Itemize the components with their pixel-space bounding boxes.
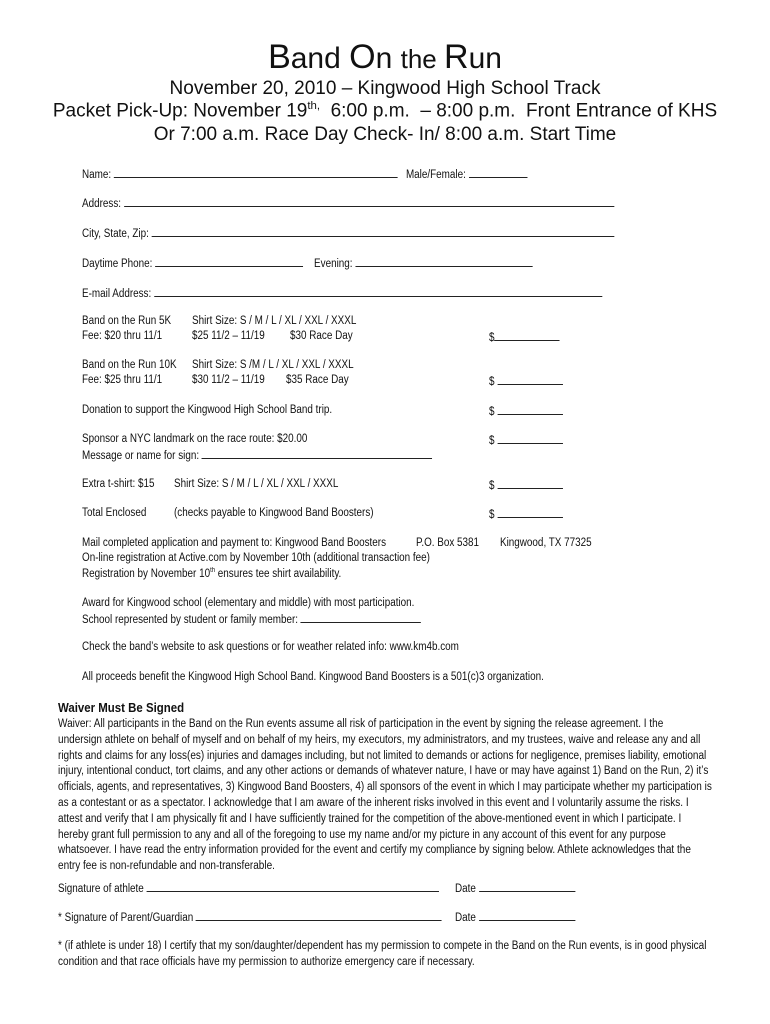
mail-line: Mail completed application and payment to: Kingwood Band Boosters [82, 537, 387, 549]
race-5k-amount: $ [489, 330, 560, 344]
athlete-signature-row: Signature of athlete [58, 881, 439, 895]
total-amount: $ [489, 507, 563, 521]
city-input[interactable] [152, 226, 615, 237]
extra-shirt-sizes: Shirt Size: S / M / L / XL / XXL / XXXL [174, 478, 339, 490]
athlete-signature-input[interactable] [147, 881, 439, 892]
address-field-row: Address: [82, 196, 614, 210]
athlete-date-input[interactable] [479, 881, 575, 892]
phone-field-row: Daytime Phone: Evening: [82, 256, 532, 270]
evening-phone-input[interactable] [355, 256, 532, 267]
waiver-line: whatsoever. I have read the entry information provided for the event and certify my compliance by signing below. Athlete acknowledges that the [58, 844, 691, 857]
sponsor-amount: $ [489, 433, 563, 447]
race-10k-shirt-sizes: Shirt Size: S /M / L / XL / XXL / XXXL [192, 359, 354, 371]
race-10k-fee-raceday: $35 Race Day [286, 374, 349, 386]
race-10k-amount-input[interactable] [497, 374, 562, 385]
parent-signature-input[interactable] [196, 910, 442, 921]
waiver-line: officials, agents, and representatives, 3) Kingwood Band Boosters, 4) all sponsors of the event in which I may participate whether my participation is [58, 781, 712, 794]
sponsor-text: Sponsor a NYC landmark on the race route: $20.00 [82, 433, 308, 445]
race-5k-fee-raceday: $30 Race Day [290, 330, 353, 342]
donation-amount: $ [489, 404, 563, 418]
race-10k-amount: $ [489, 374, 563, 388]
race-5k-shirt-sizes: Shirt Size: S / M / L / XL / XXL / XXXL [192, 315, 357, 327]
email-field-row: E-mail Address: [82, 286, 602, 300]
race-10k-fee-late: $30 11/2 – 11/19 [192, 374, 265, 386]
parent-date-input[interactable] [479, 910, 575, 921]
daytime-phone-input[interactable] [155, 256, 303, 267]
footnote-line-2: condition and that race officials have my permission to authorize emergency care if necessary. [58, 956, 475, 968]
school-input[interactable] [301, 612, 421, 623]
waiver-line: as a contestant or as a spectator. I acknowledge that I am aware of the inherent risks involved in this event and I voluntarily assume the risks. I [58, 797, 689, 809]
total-label: Total Enclosed [82, 507, 147, 519]
donation-amount-input[interactable] [497, 404, 562, 415]
waiver-line: attest and verify that I am physically fit and I have sufficiently trained for the competition of the above-mentioned event in which I participate. I [58, 812, 682, 825]
donation-text: Donation to support the Kingwood High School Band trip. [82, 404, 333, 416]
name-field-row: Name: Male/Female: [82, 167, 527, 181]
extra-shirt-text: Extra t-shirt: $15 [82, 478, 155, 490]
race-day-line: Or 7:00 a.m. Race Day Check- In/ 8:00 a.m. Start Time [153, 124, 617, 145]
total-amount-input[interactable] [497, 507, 562, 518]
sponsor-message-input[interactable] [202, 448, 432, 459]
parent-signature-row: * Signature of Parent/Guardian [58, 910, 442, 924]
waiver-line: entry fee is non-refundable and non-transferable. [58, 860, 275, 873]
race-5k-label: Band on the Run 5K [82, 315, 172, 327]
race-5k-fee-late: $25 11/2 – 11/19 [192, 330, 265, 342]
total-note: (checks payable to Kingwood Band Boosters) [174, 507, 374, 519]
online-registration: On-line registration at Active.com by November 10th (additional transaction fee) [82, 552, 430, 564]
extra-shirt-amount: $ [489, 478, 563, 492]
race-5k-fee: Fee: $20 thru 11/1 [82, 330, 163, 342]
parent-date-row: Date [455, 910, 575, 924]
event-date-line: November 20, 2010 – Kingwood High School Track [169, 78, 601, 99]
footnote-line-1: * (if athlete is under 18) I certify that my son/daughter/dependent has my permission to compete in the Band on the Run events, is in good physical [58, 940, 707, 952]
gender-input[interactable] [469, 167, 527, 178]
waiver-line: injury, intentional conduct, tort claims, and any other actions or demands of whatever nature, I have or may have against 1) Band on the Run, 2) it’s [58, 765, 709, 778]
sponsor-message-row: Message or name for sign: [82, 448, 432, 462]
extra-shirt-amount-input[interactable] [497, 478, 562, 489]
school-field-row: School represented by student or family member: [82, 612, 421, 626]
race-5k-amount-input[interactable] [495, 330, 560, 341]
website-info: Check the band’s website to ask questions or for weather related info: www.km4b.com [82, 641, 459, 653]
page-title: Band On the Run [268, 38, 502, 76]
race-10k-fee: Fee: $25 thru 11/1 [82, 374, 163, 386]
waiver-line: Waiver: All participants in the Band on the Run events assume all risk of participation in the event by signing the release agreement. I the [58, 718, 664, 730]
sponsor-amount-input[interactable] [497, 433, 562, 444]
address-input[interactable] [124, 196, 614, 207]
race-10k-label: Band on the Run 10K [82, 359, 177, 371]
registration-deadline: Registration by November 10th ensures tee shirt availability. [82, 567, 342, 580]
waiver-line: rights and claims for any loss(es) injuries and damages including, but not limited to demands or actions for negligence, premises liability, emotional [58, 749, 707, 762]
name-input[interactable] [114, 167, 398, 178]
waiver-heading: Waiver Must Be Signed [58, 700, 185, 715]
mail-po-box: P.O. Box 5381 [416, 537, 480, 549]
mail-city: Kingwood, TX 77325 [500, 537, 592, 549]
proceeds-info: All proceeds benefit the Kingwood High School Band. Kingwood Band Boosters is a 501(c)3 organization. [82, 671, 544, 683]
award-text: Award for Kingwood school (elementary and middle) with most participation. [82, 597, 415, 609]
email-input[interactable] [154, 286, 602, 297]
athlete-date-row: Date [455, 881, 575, 895]
waiver-line: undersign athlete on behalf of myself and on behalf of my heirs, my executors, my administrators, and my trustees, waive and release any and all [58, 733, 701, 746]
city-field-row: City, State, Zip: [82, 226, 614, 240]
waiver-line: hereby grant full permission to any and all of the foregoing to use my name and/or my picture in any account of this event for any purpose [58, 828, 666, 841]
packet-pickup-line: Packet Pick-Up: November $19^{th,}$ 6:00 p.m. – 8:00 p.m. Front Entrance of KHS [52, 100, 718, 122]
